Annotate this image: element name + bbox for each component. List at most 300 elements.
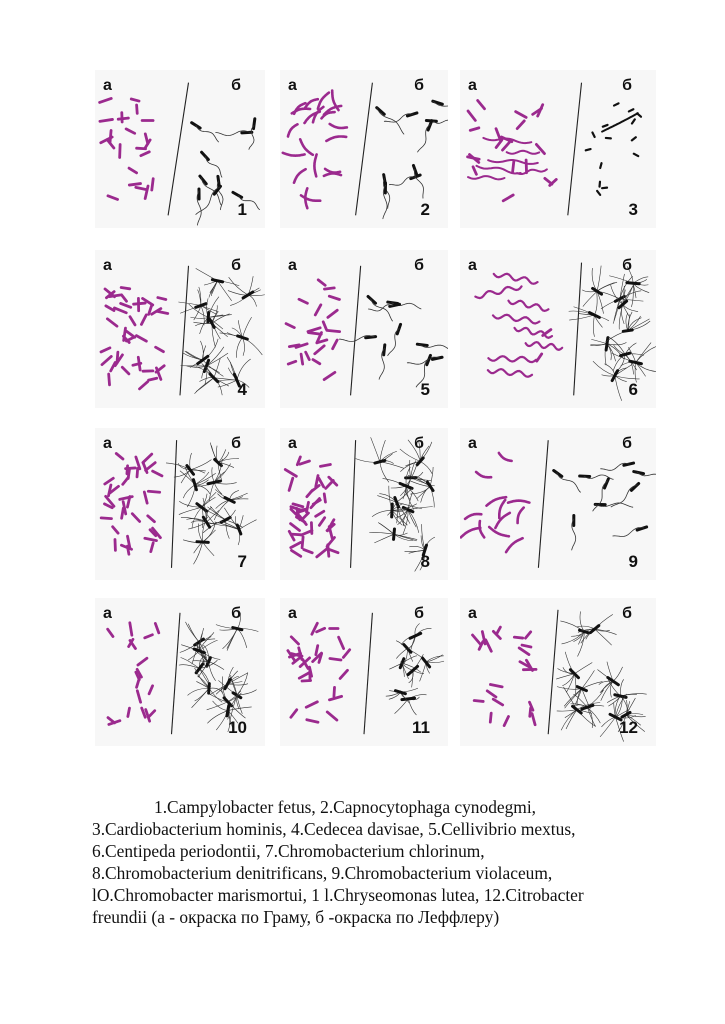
bacterium-cell — [227, 705, 229, 716]
bacterium-cell — [212, 280, 222, 282]
stain-label-b: б — [622, 435, 632, 452]
spiral-cell — [300, 139, 313, 155]
bacterium-cell — [627, 283, 639, 284]
panel-7 — [95, 428, 265, 580]
bacterium-cell — [317, 550, 326, 557]
flagellum — [615, 376, 627, 382]
bacterium-cell — [108, 196, 118, 200]
bacterium-cell — [327, 330, 340, 331]
stain-label-b: б — [231, 605, 241, 622]
flagellum — [371, 437, 380, 461]
stain-label-b: б — [622, 605, 632, 622]
bacterium-cell — [413, 165, 416, 174]
bacterium-cell — [315, 305, 321, 315]
panel-12 — [460, 598, 656, 746]
bacterium-cell — [514, 637, 522, 638]
flagellum — [625, 354, 633, 374]
bacterium-cell — [496, 627, 500, 634]
bacterium-cell — [324, 372, 335, 379]
bacterium-cell — [519, 648, 529, 655]
bacterium-cell — [109, 295, 120, 297]
flagellum — [430, 467, 433, 486]
stain-label-a: а — [468, 605, 477, 622]
panel-number: 11 — [412, 718, 430, 737]
bacterium-cell — [621, 353, 630, 355]
flagellum — [369, 532, 394, 534]
bacterium-cell — [328, 310, 337, 317]
figure-caption — [92, 796, 652, 928]
bacterium-cell — [513, 161, 514, 172]
spiral-cell — [480, 521, 485, 537]
caption-line: 3.Cardiobacterium hominis, 4.Cedecea davisae, 5.Cellivibrio mextus, — [92, 819, 576, 839]
bacterium-cell — [586, 149, 591, 150]
flagellum — [223, 629, 238, 649]
bacterium-cell — [324, 494, 325, 502]
bacterium-cell — [149, 378, 157, 380]
divider-line — [172, 440, 177, 568]
bacterium-cell — [503, 143, 510, 150]
spiral-cell — [475, 286, 521, 298]
bacterium-cell — [138, 658, 147, 665]
bacterium-cell — [634, 154, 638, 156]
bacterium-cell — [141, 152, 149, 156]
stain-label-b: б — [231, 257, 241, 274]
bacterium-cell — [493, 699, 502, 705]
flagellum — [218, 281, 232, 301]
bacterium-cell — [402, 698, 415, 700]
flagellum — [188, 624, 199, 642]
flagellum — [613, 667, 622, 681]
flagellum — [242, 338, 244, 356]
bacterium-cell — [149, 711, 155, 717]
panel-number: 4 — [237, 380, 247, 399]
stain-label-a: а — [103, 77, 112, 94]
bacterium-cell — [603, 125, 608, 127]
bacterium-cell — [592, 132, 594, 136]
flagellum — [582, 682, 603, 689]
bacterium-cell — [315, 346, 324, 354]
bacterium-cell — [320, 464, 330, 466]
bacterium-cell — [517, 121, 524, 129]
flagellum — [227, 684, 247, 685]
bacterium-cell — [306, 352, 310, 359]
bacterium-cell — [127, 466, 128, 474]
bacterium-cell — [313, 360, 320, 364]
bacterium-cell — [291, 637, 298, 644]
stain-label-a: а — [103, 435, 112, 452]
flagellum — [623, 304, 638, 311]
spiral-cell — [468, 176, 505, 179]
bacterium-cell — [141, 315, 146, 325]
bacterium-cell — [109, 374, 110, 385]
flagellum — [636, 343, 651, 363]
bacterium-cell — [155, 623, 158, 632]
bacterium-cell — [334, 687, 335, 696]
bacterium-cell — [629, 109, 634, 111]
flagellum — [601, 717, 615, 727]
divider-line — [364, 613, 372, 734]
flagellum — [209, 662, 224, 670]
bacterium-cell — [301, 531, 312, 535]
spiral-cell — [488, 369, 532, 377]
bacterium-cell — [468, 157, 480, 159]
bacterium-cell — [102, 356, 111, 364]
bacterium-cell — [545, 178, 552, 184]
bacterium-cell — [291, 524, 300, 531]
bacterium-cell — [327, 538, 334, 547]
bacterium-cell — [319, 518, 324, 526]
flagellum — [208, 315, 231, 318]
bacterium-cell — [291, 542, 301, 547]
flagellum — [236, 338, 242, 358]
panel-number: 6 — [628, 380, 638, 399]
bacterium-cell — [145, 635, 153, 638]
bacterium-cell — [117, 352, 118, 363]
flagellum — [209, 662, 216, 681]
bacterium-cell — [145, 134, 147, 144]
bacterium-cell — [324, 288, 334, 289]
flagellum — [591, 344, 607, 345]
flagellum — [594, 293, 597, 315]
bacterium-cell — [121, 303, 131, 307]
flagellum — [226, 520, 230, 539]
bacterium-cell — [233, 628, 242, 630]
bacterium-cell — [307, 720, 318, 723]
spiral-cell — [499, 453, 512, 461]
bacterium-cell — [291, 550, 300, 556]
bacterium-cell — [340, 670, 347, 678]
bacterium-cell — [107, 319, 117, 326]
bacterium-cell — [289, 478, 293, 490]
flagellum — [237, 629, 246, 648]
bacterium-cell — [329, 296, 339, 299]
bacterium-cell — [225, 498, 234, 503]
stain-label-a: а — [468, 257, 477, 274]
flagellum — [562, 632, 585, 644]
bacterium-cell — [632, 119, 635, 123]
bacterium-cell — [122, 508, 124, 518]
flagellum — [593, 315, 594, 337]
bacterium-cell — [157, 311, 167, 313]
bacterium-cell — [537, 354, 542, 361]
bacterium-cell — [299, 673, 309, 679]
bacterium-cell — [522, 645, 531, 647]
bacterium-cell — [131, 99, 139, 101]
bacterium-cell — [136, 336, 146, 342]
bacterium-cell — [597, 191, 600, 195]
bacterium-cell — [490, 713, 491, 722]
bacterium-cell — [139, 382, 147, 389]
flagellum — [237, 359, 251, 380]
flagellum — [410, 460, 411, 478]
divider-line — [356, 83, 373, 216]
panel-number: 7 — [237, 552, 247, 571]
stain-label-b: б — [414, 605, 424, 622]
panel-4 — [95, 250, 265, 408]
spiral-cell — [489, 527, 509, 536]
spiral-cell — [526, 342, 563, 350]
bacterium-cell — [126, 337, 134, 341]
flagellum — [402, 663, 409, 679]
flagellum — [421, 486, 431, 502]
bacterium-cell — [473, 635, 481, 645]
bacterium-cell — [114, 308, 126, 313]
bacterium-cell — [316, 646, 318, 655]
bacterium-cell — [606, 338, 608, 350]
flagellum — [597, 266, 601, 292]
bacterium-cell — [158, 298, 166, 300]
bacterium-cell — [148, 516, 155, 522]
spiral-cell — [465, 514, 481, 519]
spiral-cell — [283, 153, 305, 156]
bacterium-cell — [316, 511, 324, 516]
bacterium-cell — [486, 640, 492, 651]
spiral-cell — [326, 137, 346, 141]
bacterium-cell — [145, 538, 157, 540]
bacterium-cell — [308, 333, 321, 335]
flagellum — [227, 629, 237, 651]
bacterium-cell — [623, 330, 632, 331]
bacterium-cell — [317, 628, 325, 632]
bacterium-cell — [116, 453, 123, 459]
flagellum — [242, 338, 262, 355]
stain-label-b: б — [231, 77, 241, 94]
divider-line — [172, 613, 181, 734]
bacterium-cell — [311, 499, 319, 508]
panel-8 — [280, 428, 448, 580]
flagellum — [408, 507, 433, 510]
panel-number: 10 — [228, 718, 247, 737]
bacterium-cell — [300, 461, 310, 464]
bacterium-cell — [105, 478, 113, 484]
spiral-cell — [506, 538, 522, 552]
flagellum — [190, 317, 208, 318]
bacterium-cell — [208, 313, 209, 323]
stain-label-b: б — [622, 257, 632, 274]
flagellum — [193, 542, 202, 564]
stain-label-b: б — [414, 435, 424, 452]
flagellum — [183, 485, 195, 498]
flagellum — [181, 470, 190, 483]
spiral-cell — [508, 501, 529, 503]
flagellum — [213, 701, 228, 711]
bacterium-cell — [137, 105, 138, 113]
flagellum — [198, 524, 202, 542]
flagellum — [242, 317, 251, 337]
spiral-cell — [518, 508, 524, 523]
flagellum — [209, 688, 222, 693]
bacterium-cell — [304, 550, 312, 553]
bacterium-cell — [473, 167, 476, 175]
stain-label-b: б — [414, 257, 424, 274]
bacterium-cell — [286, 324, 294, 328]
spiral-cell — [325, 169, 340, 173]
bacterium-cell — [582, 705, 593, 709]
panel-1 — [95, 70, 265, 228]
bacterium-cell — [394, 529, 395, 539]
flagellum — [422, 524, 425, 550]
bacterium-cell — [291, 710, 297, 718]
bacterium-cell — [128, 708, 130, 716]
bacterium-cell — [209, 684, 210, 693]
panel-number: 9 — [628, 552, 638, 571]
spiral-cell — [495, 513, 509, 528]
bacterium-cell — [392, 504, 393, 517]
bacterium-cell — [302, 537, 303, 548]
flagellum — [202, 492, 216, 507]
bacterium-cell — [100, 119, 113, 121]
spiral-cell — [509, 301, 549, 311]
bacterium-cell — [330, 658, 341, 660]
bacterium-cell — [121, 288, 130, 289]
bacterium-cell — [130, 623, 132, 635]
panel-number: 2 — [420, 200, 430, 219]
bacterium-cell — [137, 468, 138, 476]
flagellum — [591, 339, 607, 343]
spiral-cell — [305, 99, 318, 108]
bacterium-cell — [146, 463, 156, 471]
spiral-cell — [493, 315, 539, 324]
stain-label-a: а — [288, 435, 297, 452]
spiral-cell — [488, 356, 536, 362]
bacterium-cell — [156, 347, 164, 351]
divider-line — [538, 440, 548, 568]
stain-label-a: а — [468, 77, 477, 94]
panel-number: 3 — [628, 200, 638, 219]
bacterium-cell — [149, 686, 152, 694]
bacterium-cell — [108, 629, 113, 636]
flagellum — [557, 710, 577, 711]
panel-2 — [280, 70, 448, 228]
bacterium-cell — [285, 470, 296, 477]
bacterium-cell — [417, 344, 427, 345]
bacterium-cell — [152, 179, 153, 190]
flagellum — [187, 485, 195, 507]
flagellum — [587, 690, 603, 707]
flagellum — [374, 534, 394, 543]
divider-line — [351, 266, 361, 396]
bacterium-cell — [132, 514, 139, 522]
stain-label-a: а — [468, 435, 477, 452]
bacterium-cell — [136, 187, 147, 189]
panel-number: 1 — [237, 200, 247, 219]
flagellum — [217, 380, 237, 381]
bacterium-cell — [301, 354, 303, 364]
bacterium-cell — [339, 637, 344, 648]
bacterium-cell — [143, 454, 152, 462]
flagellum — [200, 341, 203, 360]
bacterium-cell — [503, 195, 513, 201]
caption-line: 6.Centipeda periodontii, 7.Chromobacterium chlorinum, — [92, 841, 485, 861]
flagellum — [395, 699, 409, 714]
bacterium-cell — [113, 527, 118, 533]
stain-label-b: б — [231, 435, 241, 452]
bacterium-cell — [516, 112, 526, 118]
bacterium-cell — [384, 345, 385, 355]
bacterium-cell — [137, 148, 146, 149]
caption-line: 8.Chromobacterium denitrificans, 9.Chromobacterium violaceum, — [92, 863, 553, 883]
flagellum — [203, 542, 214, 556]
stain-label-a: а — [288, 605, 297, 622]
bacterium-cell — [129, 184, 140, 186]
bacterium-cell — [254, 119, 255, 129]
flagellum — [409, 546, 425, 550]
spiral-cell — [324, 174, 341, 176]
bacterium-cell — [238, 336, 248, 339]
flagellum — [583, 291, 597, 306]
stain-label-b: б — [414, 77, 424, 94]
bacterium-cell — [193, 480, 196, 490]
bacterium-cell — [293, 504, 303, 507]
divider-line — [351, 440, 356, 568]
bacterium-cell — [530, 708, 531, 716]
divider-line — [574, 263, 582, 396]
panel-3 — [460, 70, 656, 228]
bacterium-cell — [137, 691, 140, 702]
stain-label-a: а — [103, 257, 112, 274]
bacterium-cell — [106, 306, 114, 311]
flagellum — [595, 629, 612, 645]
bacterium-cell — [602, 188, 607, 189]
bacterium-cell — [474, 700, 483, 701]
bacterium-cell — [144, 492, 147, 503]
panel-number: 5 — [420, 380, 430, 399]
bacterium-cell — [197, 542, 208, 543]
bacterium-cell — [468, 111, 475, 120]
flagellum — [620, 679, 623, 696]
bacterium-cell — [333, 340, 338, 349]
bacterium-cell — [151, 543, 153, 552]
bacterium-cell — [504, 717, 508, 726]
spiral-cell — [507, 151, 540, 154]
bacterium-cell — [306, 702, 317, 707]
panel-number: 12 — [619, 718, 638, 737]
bacterium-cell — [148, 491, 159, 492]
spiral-cell — [301, 195, 320, 200]
bacterium-cell — [129, 168, 137, 173]
bacterium-cell — [101, 518, 111, 519]
bacterium-cell — [308, 328, 320, 332]
flagellum — [580, 611, 584, 631]
bacterium-cell — [289, 345, 299, 347]
caption-line: 1.Campylobacter fetus, 2.Capnocytophaga cynodegmi, — [154, 797, 537, 817]
bacterium-cell — [122, 295, 127, 301]
panel-11 — [280, 598, 448, 746]
spiral-cell — [461, 528, 481, 538]
bacterium-cell — [327, 712, 337, 720]
bacterium-cell — [111, 362, 116, 370]
bacterium-cell — [329, 696, 341, 700]
flagellum — [248, 295, 257, 307]
bacterium-cell — [138, 357, 140, 370]
flagellum — [218, 380, 237, 387]
bacterium-cell — [153, 471, 162, 476]
panel-5 — [280, 250, 448, 408]
bacterium-cell — [343, 650, 349, 658]
bacterium-cell — [632, 137, 636, 140]
flagellum — [574, 662, 592, 673]
flagellum — [394, 534, 417, 539]
spiral-cell — [314, 155, 316, 177]
flagellum — [174, 470, 190, 477]
divider-line — [168, 83, 188, 216]
flagellum — [179, 507, 202, 514]
bacterium-cell — [299, 299, 307, 303]
spiral-cell — [294, 169, 306, 183]
flagellum — [190, 460, 211, 470]
flagellum — [408, 699, 416, 715]
flagellum — [396, 648, 407, 658]
